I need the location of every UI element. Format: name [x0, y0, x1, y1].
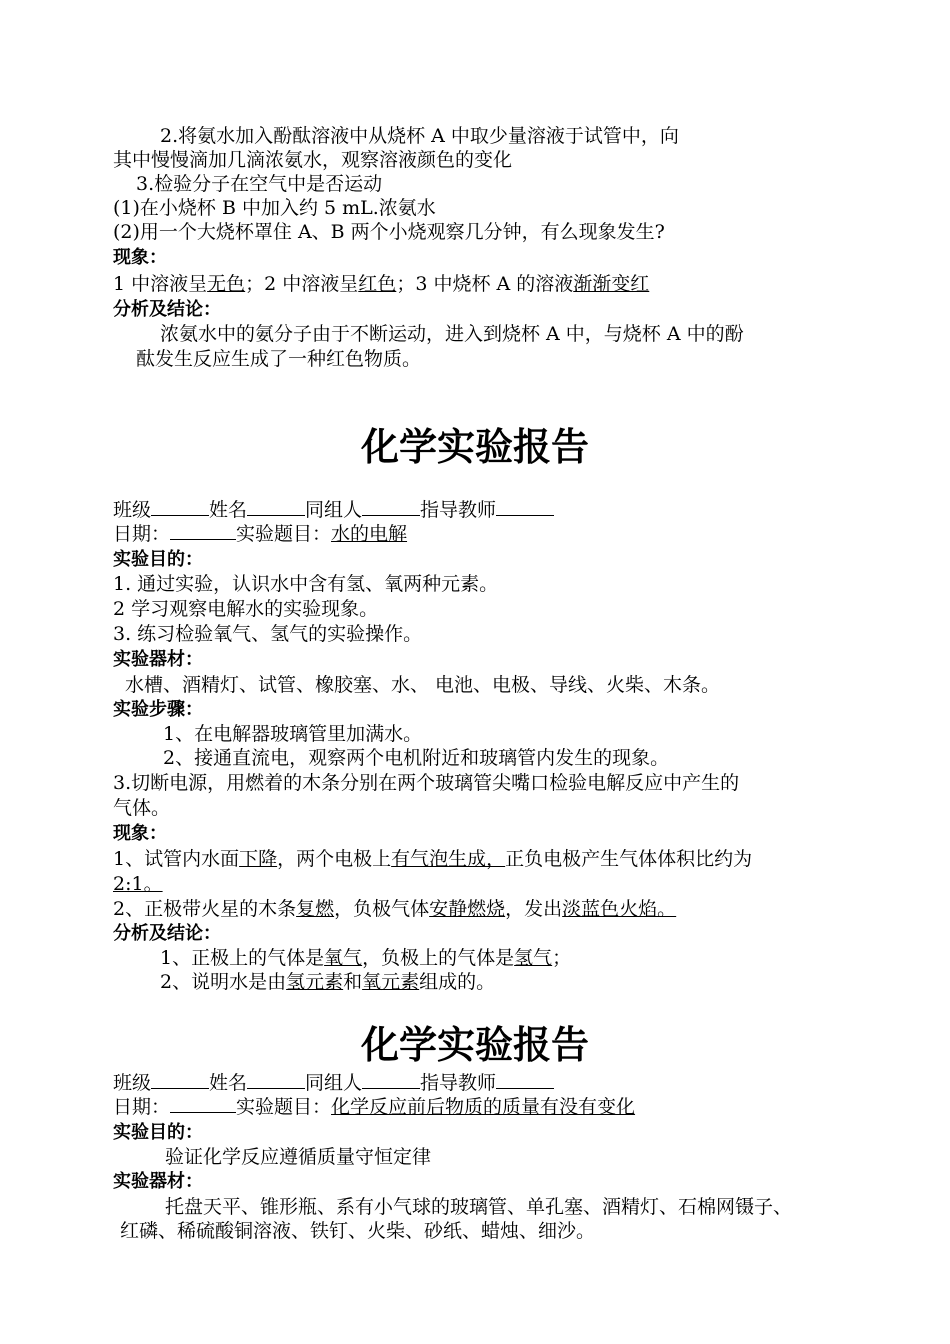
report-1-aim-1: 1. 通过实验，认识水中含有氢、氧两种元素。 [113, 573, 499, 595]
report-1-info-line: 班级 姓名 同组人 指导教师 [113, 498, 554, 522]
report-1-aim-3: 3. 练习检验氧气、氢气的实验操作。 [113, 623, 423, 645]
phenomenon-heading: 现象： [113, 247, 167, 268]
report-1-aim-heading: 实验目的： [113, 549, 203, 570]
step-3-heading: 3.检验分子在空气中是否运动 [136, 173, 383, 195]
report-1-equipment-heading: 实验器材： [113, 649, 203, 670]
report-1-step-3: 3.切断电源，用燃着的木条分别在两个玻璃管尖嘴口检验电解反应中产生的 [113, 772, 740, 794]
report-1-equipment: 水槽、酒精灯、试管、橡胶塞、水、 电池、电极、导线、火柴、木条。 [125, 674, 721, 696]
report-1-conclusion-2: 2、说明水是由氢元素和氧元素组成的。 [160, 971, 496, 993]
report-1-phenomenon-heading: 现象： [113, 823, 167, 844]
report-2-equipment-2: 红磷、稀硫酸铜溶液、铁钉、火柴、砂纸、蜡烛、细沙。 [120, 1220, 596, 1242]
conclusion-heading: 分析及结论： [113, 299, 221, 320]
step-2-line-1: 2.将氨水加入酚酞溶液中从烧杯 A 中取少量溶液于试管中，向 [160, 125, 679, 147]
phenomenon-text: 1 中溶液呈无色；2 中溶液呈红色；3 中烧杯 A 的溶液渐渐变红 [113, 273, 650, 295]
report-1-aim-2: 2 学习观察电解水的实验现象。 [113, 598, 379, 620]
report-2-info-line: 班级 姓名 同组人 指导教师 [113, 1071, 554, 1095]
report-1-phenomenon-2: 2、正极带火星的木条复燃，负极气体安静燃烧，发出淡蓝色火焰。 [113, 898, 677, 920]
report-1-step-2: 2、接通直流电，观察两个电机附近和玻璃管内发生的现象。 [163, 747, 670, 769]
conclusion-line-1: 浓氨水中的氨分子由于不断运动，进入到烧杯 A 中，与烧杯 A 中的酚 [160, 323, 744, 345]
report-1-step-3-cont: 气体。 [113, 797, 171, 819]
report-2-date-line: 日期： 实验题目：化学反应前后物质的质量有没有变化 [113, 1096, 636, 1118]
step-3-2: (2)用一个大烧杯罩住 A、B 两个小烧观察几分钟，有么现象发生? [113, 221, 665, 243]
report-1-step-1: 1、在电解器玻璃管里加满水。 [163, 723, 423, 745]
report-2-equipment-1: 托盘天平、锥形瓶、系有小气球的玻璃管、单孔塞、酒精灯、石棉网镊子、 [165, 1196, 793, 1218]
report-1-conclusion-1: 1、正极上的气体是氧气，负极上的气体是氢气； [160, 947, 572, 969]
report-1-title: 化学实验报告 [360, 425, 589, 469]
report-1-conclusion-heading: 分析及结论： [113, 923, 221, 944]
report-1-steps-heading: 实验步骤： [113, 699, 203, 720]
report-2-equipment-heading: 实验器材： [113, 1171, 203, 1192]
report-1-phenomenon-1: 1、试管内水面下降，两个电极上有气泡生成，正负电极产生气体体积比约为 [113, 848, 753, 870]
report-1-date-line: 日期： 实验题目：水的电解 [113, 523, 408, 545]
conclusion-line-2: 酞发生反应生成了一种红色物质。 [136, 348, 422, 370]
report-2-aim: 验证化学反应遵循质量守恒定律 [165, 1146, 432, 1168]
step-3-1: (1)在小烧杯 B 中加入约 5 mL.浓氨水 [113, 197, 436, 219]
report-2-title: 化学实验报告 [360, 1023, 589, 1067]
report-1-phenomenon-1-cont: 2:1。 [113, 873, 163, 895]
step-2-line-2: 其中慢慢滴加几滴浓氨水，观察溶液颜色的变化 [113, 149, 513, 171]
report-2-aim-heading: 实验目的： [113, 1122, 203, 1143]
